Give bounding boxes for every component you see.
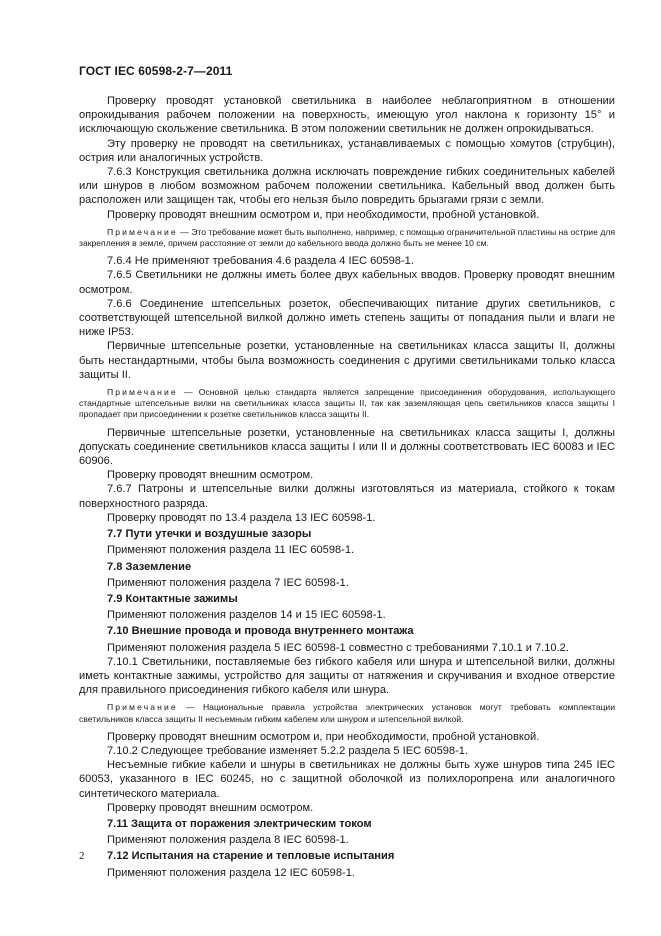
section-heading-7-10: 7.10 Внешние провода и провода внутреннего монтажа [107,625,414,638]
paragraph: Применяют положения раздела 5 IEC 60598-1 совместно с требованиями 7.10.1 и 7.10.2. [107,641,569,654]
paragraph: Первичные штепсельные розетки, установленные на светильниках класса защиты I, должны допускать соединение светильников класса защиты I или II и должны соответствовать IEC 60083 и IEC 60906. [79,426,615,468]
clause-7-6-5: 7.6.5 Светильники не должны иметь более двух кабельных вводов. Проверку проводят внешним осмотром. [79,269,615,296]
paragraph: Проверку проводят внешним осмотром. [107,469,314,482]
document-header: ГОСТ IEC 60598-2-7—2011 [79,64,233,78]
section-heading-7-11: 7.11 Защита от поражения электрическим током [107,817,372,830]
note [79,702,615,724]
paragraph: Несъемные гибкие кабели и шнуры в светильниках не должны быть хуже шнуров типа 245 IEC 60053, указанного в IEC 60245, но с защитной оболочкой из полихлоропрена или аналогичного синтетического материала. [79,759,615,800]
section-heading-7-12: 7.12 Испытания на старение и тепловые испытания [107,850,395,863]
paragraph: Проверку проводят установкой светильника в наиболее неблагоприятном в отношении опрокидывания рабочем положении на поверхность, имеющую угол наклона к горизонту 15° и исключающую скольжение светильника. В этом положении светильник не должен опрокидываться. [79,95,615,136]
note-text: — Основной целью стандарта является запрещение присоединения оборудования, использующего стандартные штепсельные вилки на светильниках класса защиты II, так как заземляющая цепь светильников класса защиты I пропадает при присоединении к розетке светильников класса защиты II. [79,387,615,420]
paragraph: Применяют положения разделов 14 и 15 IEC 60598-1. [107,609,386,622]
document-body [79,94,615,880]
clause-7-6-6: 7.6.6 Соединение штепсельных розеток, обеспечивающих питание других светильников, с соответствующей штепсельной вилкой должно иметь степень защиты от попадания пыли и влаги не ниже IP53. [79,297,615,339]
paragraph: Применяют положения раздела 11 IEC 60598-1. [107,544,355,557]
paragraph: Проверку проводят по 13.4 раздела 13 IEC 60598-1. [107,511,376,524]
note [79,227,615,249]
note-label: Примечание [107,387,178,398]
clause-7-10-2: 7.10.2 Следующее требование изменяет 5.2.2 раздела 5 IEC 60598-1. [107,744,469,757]
clause-7-10-1: 7.10.1 Светильники, поставляемые без гибкого кабеля или шнура и штепсельной вилки, должны иметь контактные зажимы, устройство для защиты от натяжения и скручивания и входное отверстие для правильного присоединения гибкого кабеля или шнура. [79,655,615,697]
note-label: Примечание [107,226,178,237]
paragraph: Применяют положения раздела 12 IEC 60598-1. [107,866,355,879]
note-text: — Национальные правила устройства электрических установок могут требовать комплектации светильников класса защиты II несъемным гибким кабелем или шнуром и штепсельной вилкой. [79,702,615,724]
paragraph: Проверку проводят внешним осмотром и, при необходимости, пробной установкой. [107,730,540,743]
section-heading-7-7: 7.7 Пути утечки и воздушные зазоры [107,528,312,541]
paragraph: Проверку проводят внешним осмотром и, при необходимости, пробной установкой. [107,208,540,221]
clause-7-6-3: 7.6.3 Конструкция светильника должна исключать повреждение гибких соединительных кабелей или шнуров в любом возможном рабочем положении светильника. Кабельный ввод должен быть расположен или защищен так, чтобы его нельзя было повредить брызгами грязи с земли. [79,166,615,207]
clause-7-6-7: 7.6.7 Патроны и штепсельные вилки должны изготовляться из материала, стойкого к токам поверхностного разряда. [79,483,615,510]
note-label: Примечание [107,702,178,713]
section-heading-7-8: 7.8 Заземление [107,560,192,573]
paragraph: Эту проверку не проводят на светильниках, устанавливаемых с помощью хомутов (струбцин), острия или аналогичных устройств. [79,137,615,164]
paragraph: Применяют положения раздела 8 IEC 60598-1. [107,834,349,847]
paragraph: Применяют положения раздела 7 IEC 60598-1. [107,576,349,589]
paragraph: Проверку проводят внешним осмотром. [107,801,314,814]
section-heading-7-9: 7.9 Контактные зажимы [107,592,238,605]
paragraph: Первичные штепсельные розетки, установленные на светильниках класса защиты II, должны быть нестандартными, чтобы была возможность соединения с другими светильниками только класса защиты II. [79,340,615,381]
note [79,387,615,421]
page-number: 2 [79,850,85,862]
clause-7-6-4: 7.6.4 Не применяют требования 4.6 раздела 4 IEC 60598-1. [107,255,414,268]
note-text: — Это требование может быть выполнено, например, с помощью ограничительной пластины на острие для закрепления в земле, причем расстояние от земли до кабельного ввода должно быть не менее 10 см. [79,226,616,249]
